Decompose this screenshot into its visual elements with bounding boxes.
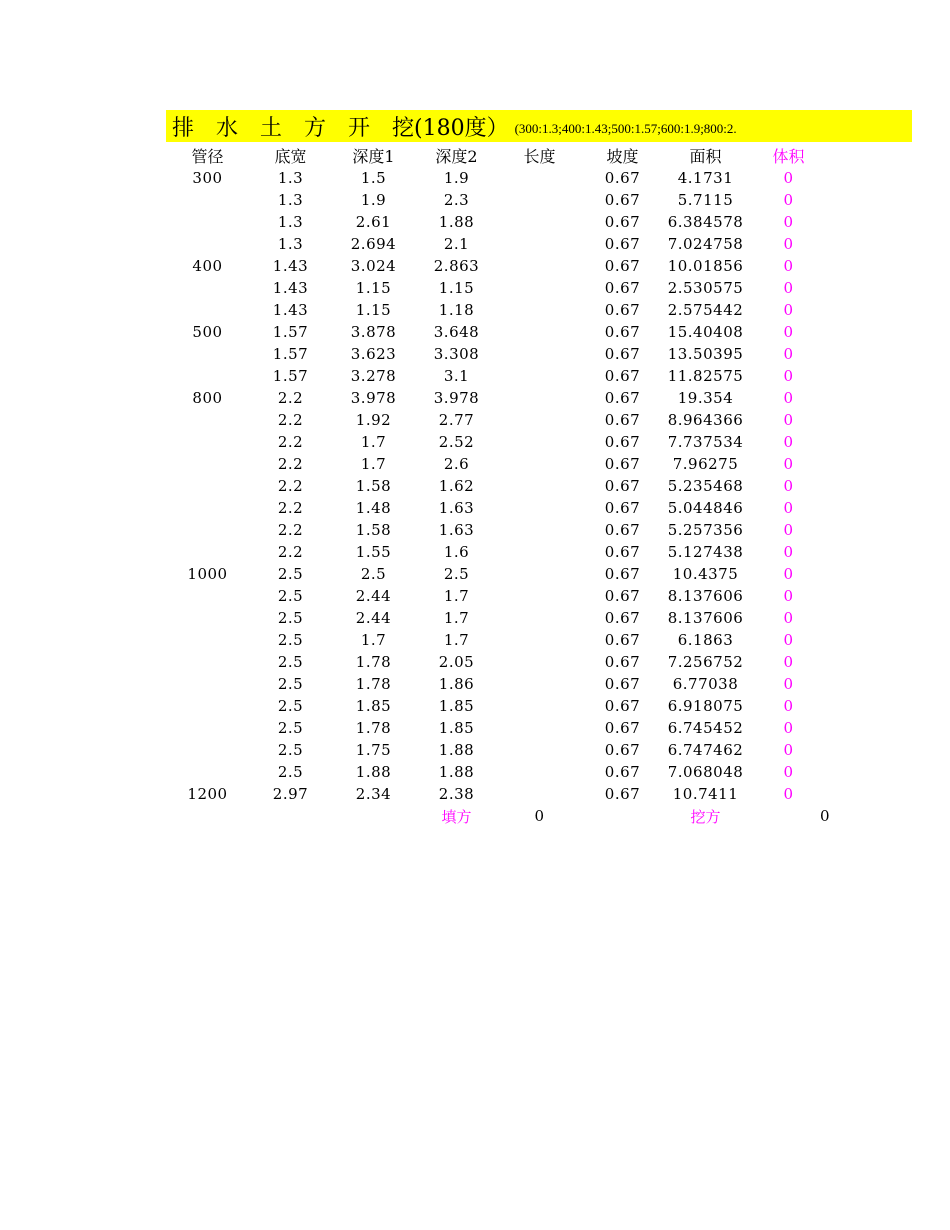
fill-label[interactable]: 填方 [441, 807, 472, 826]
totals-empty-cell[interactable] [249, 805, 332, 827]
depth-1-cell[interactable]: 3.978 [350, 389, 397, 407]
length-cell[interactable] [498, 629, 581, 651]
length-cell[interactable] [498, 475, 581, 497]
header-slope[interactable]: 坡度 [606, 146, 639, 166]
depth-2-cell[interactable]: 2.77 [438, 411, 475, 429]
totals-empty-cell[interactable] [581, 805, 664, 827]
depth-1-cell[interactable]: 1.78 [355, 653, 392, 671]
slope-cell[interactable]: 0.67 [604, 411, 641, 429]
volume-cell[interactable]: 0 [783, 543, 794, 561]
slope-cell[interactable]: 0.67 [604, 587, 641, 605]
depth-1-cell[interactable]: 1.78 [355, 719, 392, 737]
length-cell[interactable] [498, 321, 581, 343]
volume-cell[interactable]: 0 [783, 279, 794, 297]
table-row [166, 189, 830, 211]
depth-2-cell[interactable]: 2.3 [443, 191, 470, 209]
depth-2-cell[interactable]: 3.978 [433, 389, 480, 407]
depth-2-cell[interactable]: 1.86 [438, 675, 475, 693]
area-cell[interactable]: 8.964366 [667, 411, 744, 429]
depth-2-cell[interactable]: 2.6 [443, 455, 470, 473]
depth-1-cell[interactable]: 1.58 [355, 521, 392, 539]
length-cell[interactable] [498, 277, 581, 299]
slope-cell[interactable]: 0.67 [604, 741, 641, 759]
volume-cell[interactable]: 0 [783, 631, 794, 649]
depth-2-cell[interactable]: 2.38 [438, 785, 475, 803]
volume-cell[interactable]: 0 [783, 741, 794, 759]
table-row [166, 431, 830, 453]
table-row [166, 717, 830, 739]
table-row [166, 585, 830, 607]
volume-cell[interactable]: 0 [783, 235, 794, 253]
bottom-width-cell[interactable]: 2.5 [277, 741, 304, 759]
pipe-diameter-cell[interactable] [166, 629, 249, 651]
dig-value[interactable]: 0 [819, 807, 830, 825]
depth-2-cell[interactable]: 2.52 [438, 433, 475, 451]
table-row [166, 277, 830, 299]
depth-2-cell[interactable]: 1.7 [443, 587, 470, 605]
depth-2-cell[interactable]: 1.15 [438, 279, 475, 297]
length-cell[interactable] [498, 431, 581, 453]
area-cell[interactable]: 8.137606 [667, 609, 744, 627]
slope-cell[interactable]: 0.67 [604, 675, 641, 693]
slope-cell[interactable]: 0.67 [604, 785, 641, 803]
bottom-width-cell[interactable]: 2.2 [277, 455, 304, 473]
depth-2-cell[interactable]: 1.85 [438, 719, 475, 737]
depth-2-cell[interactable]: 3.308 [433, 345, 480, 363]
area-cell[interactable]: 19.354 [677, 389, 734, 407]
slope-cell[interactable]: 0.67 [604, 565, 641, 583]
pipe-diameter-cell[interactable] [166, 541, 249, 563]
area-cell[interactable]: 10.01856 [667, 257, 744, 275]
depth-2-cell[interactable]: 3.1 [443, 367, 470, 385]
table-row [166, 541, 830, 563]
table-row [166, 167, 830, 189]
depth-1-cell[interactable]: 1.92 [355, 411, 392, 429]
bottom-width-cell[interactable]: 1.3 [277, 169, 304, 187]
bottom-width-cell[interactable]: 1.43 [272, 279, 309, 297]
depth-1-cell[interactable]: 2.61 [355, 213, 392, 231]
pipe-diameter-cell[interactable] [166, 365, 249, 387]
dig-label[interactable]: 挖方 [690, 807, 721, 826]
totals-empty-cell[interactable] [332, 805, 415, 827]
volume-cell[interactable]: 0 [783, 719, 794, 737]
area-cell[interactable]: 7.96275 [672, 455, 739, 473]
slope-cell[interactable]: 0.67 [604, 433, 641, 451]
area-cell[interactable]: 8.137606 [667, 587, 744, 605]
table-row [166, 387, 830, 409]
pipe-diameter-cell[interactable] [166, 453, 249, 475]
table-row [166, 695, 830, 717]
length-cell[interactable] [498, 651, 581, 673]
bottom-width-cell[interactable]: 2.5 [277, 697, 304, 715]
depth-2-cell[interactable]: 1.62 [438, 477, 475, 495]
area-cell[interactable]: 5.257356 [667, 521, 744, 539]
header-depth-2[interactable]: 深度2 [435, 146, 478, 166]
depth-1-cell[interactable]: 1.7 [360, 631, 387, 649]
length-cell[interactable] [498, 563, 581, 585]
area-cell[interactable]: 5.127438 [667, 543, 744, 561]
volume-cell[interactable]: 0 [783, 521, 794, 539]
header-bottom-width[interactable]: 底宽 [274, 146, 307, 166]
bottom-width-cell[interactable]: 1.43 [272, 301, 309, 319]
table-row [166, 453, 830, 475]
pipe-diameter-cell[interactable] [166, 475, 249, 497]
volume-cell[interactable]: 0 [783, 697, 794, 715]
slope-cell[interactable]: 0.67 [604, 653, 641, 671]
length-cell[interactable] [498, 739, 581, 761]
volume-cell[interactable]: 0 [783, 169, 794, 187]
length-cell[interactable] [498, 519, 581, 541]
table-row [166, 343, 830, 365]
depth-1-cell[interactable]: 1.58 [355, 477, 392, 495]
bottom-width-cell[interactable]: 2.5 [277, 609, 304, 627]
depth-1-cell[interactable]: 1.55 [355, 543, 392, 561]
depth-1-cell[interactable]: 1.88 [355, 763, 392, 781]
volume-cell[interactable]: 0 [783, 257, 794, 275]
depth-1-cell[interactable]: 3.623 [350, 345, 397, 363]
depth-1-cell[interactable]: 1.7 [360, 433, 387, 451]
slope-cell[interactable]: 0.67 [604, 455, 641, 473]
header-volume[interactable]: 体积 [772, 146, 805, 166]
slope-cell[interactable]: 0.67 [604, 367, 641, 385]
depth-2-cell[interactable]: 1.6 [443, 543, 470, 561]
pipe-diameter-cell[interactable] [166, 277, 249, 299]
table-row [166, 563, 830, 585]
depth-2-cell[interactable]: 1.7 [443, 609, 470, 627]
depth-1-cell[interactable]: 2.34 [355, 785, 392, 803]
pipe-diameter-cell[interactable] [166, 717, 249, 739]
bottom-width-cell[interactable]: 2.2 [277, 411, 304, 429]
bottom-width-cell[interactable]: 2.97 [272, 785, 309, 803]
table-row [166, 629, 830, 651]
length-cell[interactable] [498, 453, 581, 475]
totals-row [166, 805, 830, 827]
earthwork-table [166, 143, 830, 827]
depth-1-cell[interactable]: 1.5 [360, 169, 387, 187]
area-cell[interactable]: 5.044846 [667, 499, 744, 517]
depth-1-cell[interactable]: 2.44 [355, 609, 392, 627]
depth-2-cell[interactable]: 1.9 [443, 169, 470, 187]
bottom-width-cell[interactable]: 2.2 [277, 433, 304, 451]
table-row [166, 255, 830, 277]
area-cell[interactable]: 11.82575 [667, 367, 744, 385]
area-cell[interactable]: 6.77038 [672, 675, 739, 693]
table-row [166, 299, 830, 321]
pipe-diameter-cell[interactable]: 300 [192, 169, 223, 187]
bottom-width-cell[interactable]: 2.5 [277, 587, 304, 605]
slope-cell[interactable]: 0.67 [604, 191, 641, 209]
length-cell[interactable] [498, 541, 581, 563]
depth-1-cell[interactable]: 3.024 [350, 257, 397, 275]
depth-2-cell[interactable]: 3.648 [433, 323, 480, 341]
slope-cell[interactable]: 0.67 [604, 301, 641, 319]
pipe-diameter-cell[interactable] [166, 651, 249, 673]
header-pipe-diameter[interactable]: 管径 [191, 146, 224, 166]
bottom-width-cell[interactable]: 1.57 [272, 345, 309, 363]
length-cell[interactable] [498, 299, 581, 321]
bottom-width-cell[interactable]: 1.3 [277, 213, 304, 231]
length-cell[interactable] [498, 673, 581, 695]
volume-cell[interactable]: 0 [783, 565, 794, 583]
length-cell[interactable] [498, 607, 581, 629]
volume-cell[interactable]: 0 [783, 499, 794, 517]
totals-empty-cell[interactable] [166, 805, 249, 827]
bottom-width-cell[interactable]: 2.5 [277, 565, 304, 583]
bottom-width-cell[interactable]: 1.57 [272, 367, 309, 385]
pipe-diameter-cell[interactable] [166, 673, 249, 695]
table-row [166, 409, 830, 431]
length-cell[interactable] [498, 189, 581, 211]
slope-cell[interactable]: 0.67 [604, 323, 641, 341]
depth-2-cell[interactable]: 1.63 [438, 521, 475, 539]
slope-cell[interactable]: 0.67 [604, 169, 641, 187]
slope-cell[interactable]: 0.67 [604, 521, 641, 539]
bottom-width-cell[interactable]: 2.5 [277, 763, 304, 781]
depth-1-cell[interactable]: 1.15 [355, 301, 392, 319]
length-cell[interactable] [498, 255, 581, 277]
slope-cell[interactable]: 0.67 [604, 279, 641, 297]
depth-2-cell[interactable]: 2.05 [438, 653, 475, 671]
area-cell[interactable]: 6.745452 [667, 719, 744, 737]
depth-1-cell[interactable]: 2.5 [360, 565, 387, 583]
bottom-width-cell[interactable]: 2.5 [277, 631, 304, 649]
depth-2-cell[interactable]: 2.863 [433, 257, 480, 275]
depth-1-cell[interactable]: 3.278 [350, 367, 397, 385]
slope-cell[interactable]: 0.67 [604, 719, 641, 737]
slope-cell[interactable]: 0.67 [604, 499, 641, 517]
table-row [166, 783, 830, 805]
bottom-width-cell[interactable]: 1.3 [277, 191, 304, 209]
pipe-diameter-cell[interactable]: 800 [192, 389, 223, 407]
area-cell[interactable]: 7.068048 [667, 763, 744, 781]
length-cell[interactable] [498, 761, 581, 783]
fill-value[interactable]: 0 [534, 807, 545, 825]
bottom-width-cell[interactable]: 2.5 [277, 653, 304, 671]
pipe-diameter-cell[interactable] [166, 343, 249, 365]
table-row [166, 497, 830, 519]
slope-cell[interactable]: 0.67 [604, 345, 641, 363]
title-bar [166, 110, 912, 142]
bottom-width-cell[interactable]: 2.2 [277, 389, 304, 407]
length-cell[interactable] [498, 695, 581, 717]
volume-cell[interactable]: 0 [783, 389, 794, 407]
bottom-width-cell[interactable]: 1.57 [272, 323, 309, 341]
slope-cell[interactable]: 0.67 [604, 631, 641, 649]
area-cell[interactable]: 7.256752 [667, 653, 744, 671]
length-cell[interactable] [498, 783, 581, 805]
area-cell[interactable]: 6.384578 [667, 213, 744, 231]
length-cell[interactable] [498, 167, 581, 189]
volume-cell[interactable]: 0 [783, 609, 794, 627]
depth-2-cell[interactable]: 1.63 [438, 499, 475, 517]
pipe-diameter-cell[interactable] [166, 233, 249, 255]
pipe-diameter-cell[interactable] [166, 761, 249, 783]
volume-cell[interactable]: 0 [783, 345, 794, 363]
table-row [166, 475, 830, 497]
bottom-width-cell[interactable]: 2.5 [277, 675, 304, 693]
area-cell[interactable]: 10.4375 [672, 565, 739, 583]
pipe-diameter-cell[interactable] [166, 299, 249, 321]
slope-cell[interactable]: 0.67 [604, 213, 641, 231]
area-cell[interactable]: 7.737534 [667, 433, 744, 451]
table-row [166, 761, 830, 783]
slope-cell[interactable]: 0.67 [604, 543, 641, 561]
slope-cell[interactable]: 0.67 [604, 235, 641, 253]
depth-1-cell[interactable]: 1.75 [355, 741, 392, 759]
area-cell[interactable]: 5.7115 [677, 191, 734, 209]
pipe-diameter-cell[interactable] [166, 739, 249, 761]
volume-cell[interactable]: 0 [783, 763, 794, 781]
depth-1-cell[interactable]: 1.48 [355, 499, 392, 517]
area-cell[interactable]: 6.747462 [667, 741, 744, 759]
length-cell[interactable] [498, 497, 581, 519]
volume-cell[interactable]: 0 [783, 367, 794, 385]
bottom-width-cell[interactable]: 2.2 [277, 521, 304, 539]
sheet-title: 排 水 土 方 开 挖(180度） [172, 115, 509, 141]
table-row [166, 519, 830, 541]
table-row [166, 365, 830, 387]
slope-cell[interactable]: 0.67 [604, 257, 641, 275]
slope-cell[interactable]: 0.67 [604, 697, 641, 715]
pipe-diameter-cell[interactable] [166, 431, 249, 453]
pipe-diameter-cell[interactable]: 400 [192, 257, 223, 275]
depth-2-cell[interactable]: 2.5 [443, 565, 470, 583]
volume-cell[interactable]: 0 [783, 785, 794, 803]
header-area[interactable]: 面积 [689, 146, 722, 166]
volume-cell[interactable]: 0 [783, 455, 794, 473]
length-cell[interactable] [498, 233, 581, 255]
depth-2-cell[interactable]: 1.18 [438, 301, 475, 319]
header-length[interactable]: 长度 [523, 146, 556, 166]
pipe-diameter-cell[interactable] [166, 607, 249, 629]
depth-1-cell[interactable]: 1.15 [355, 279, 392, 297]
depth-2-cell[interactable]: 1.7 [443, 631, 470, 649]
table-row [166, 321, 830, 343]
area-cell[interactable]: 6.918075 [667, 697, 744, 715]
length-cell[interactable] [498, 387, 581, 409]
area-cell[interactable]: 2.530575 [667, 279, 744, 297]
length-cell[interactable] [498, 211, 581, 233]
table-row [166, 211, 830, 233]
pipe-diameter-cell[interactable] [166, 211, 249, 233]
bottom-width-cell[interactable]: 2.2 [277, 543, 304, 561]
pipe-diameter-cell[interactable]: 1000 [187, 565, 228, 583]
depth-2-cell[interactable]: 1.88 [438, 741, 475, 759]
header-depth-1[interactable]: 深度1 [352, 146, 395, 166]
table-row [166, 607, 830, 629]
table-body [166, 167, 830, 805]
volume-cell[interactable]: 0 [783, 191, 794, 209]
area-cell[interactable]: 13.50395 [667, 345, 744, 363]
bottom-width-cell[interactable]: 1.3 [277, 235, 304, 253]
depth-1-cell[interactable]: 1.7 [360, 455, 387, 473]
table-row [166, 651, 830, 673]
area-cell[interactable]: 2.575442 [667, 301, 744, 319]
pipe-diameter-cell[interactable] [166, 585, 249, 607]
length-cell[interactable] [498, 717, 581, 739]
depth-1-cell[interactable]: 1.85 [355, 697, 392, 715]
area-cell[interactable]: 7.024758 [667, 235, 744, 253]
slope-cell[interactable]: 0.67 [604, 389, 641, 407]
area-cell[interactable]: 10.7411 [672, 785, 739, 803]
area-cell[interactable]: 5.235468 [667, 477, 744, 495]
area-cell[interactable]: 6.1863 [677, 631, 734, 649]
volume-cell[interactable]: 0 [783, 675, 794, 693]
header-row [166, 143, 830, 167]
pipe-diameter-cell[interactable] [166, 695, 249, 717]
volume-cell[interactable]: 0 [783, 301, 794, 319]
pipe-diameter-cell[interactable]: 500 [192, 323, 223, 341]
pipe-diameter-cell[interactable] [166, 497, 249, 519]
bottom-width-cell[interactable]: 2.2 [277, 477, 304, 495]
volume-cell[interactable]: 0 [783, 411, 794, 429]
area-cell[interactable]: 4.1731 [677, 169, 734, 187]
volume-cell[interactable]: 0 [783, 587, 794, 605]
depth-1-cell[interactable]: 2.44 [355, 587, 392, 605]
pipe-diameter-cell[interactable] [166, 519, 249, 541]
table-row [166, 673, 830, 695]
volume-cell[interactable]: 0 [783, 433, 794, 451]
table-row [166, 233, 830, 255]
volume-cell[interactable]: 0 [783, 477, 794, 495]
depth-2-cell[interactable]: 1.88 [438, 763, 475, 781]
length-cell[interactable] [498, 343, 581, 365]
depth-2-cell[interactable]: 1.88 [438, 213, 475, 231]
slope-cell[interactable]: 0.67 [604, 477, 641, 495]
depth-1-cell[interactable]: 1.78 [355, 675, 392, 693]
volume-cell[interactable]: 0 [783, 653, 794, 671]
bottom-width-cell[interactable]: 2.5 [277, 719, 304, 737]
length-cell[interactable] [498, 585, 581, 607]
slope-cell[interactable]: 0.67 [604, 609, 641, 627]
slope-cell[interactable]: 0.67 [604, 763, 641, 781]
depth-2-cell[interactable]: 1.85 [438, 697, 475, 715]
depth-1-cell[interactable]: 2.694 [350, 235, 397, 253]
area-cell[interactable]: 15.40408 [667, 323, 744, 341]
volume-cell[interactable]: 0 [783, 213, 794, 231]
pipe-diameter-cell[interactable]: 1200 [187, 785, 228, 803]
bottom-width-cell[interactable]: 1.43 [272, 257, 309, 275]
depth-2-cell[interactable]: 2.1 [443, 235, 470, 253]
pipe-diameter-cell[interactable] [166, 409, 249, 431]
volume-cell[interactable]: 0 [783, 323, 794, 341]
depth-1-cell[interactable]: 3.878 [350, 323, 397, 341]
bottom-width-cell[interactable]: 2.2 [277, 499, 304, 517]
sheet-title-note: (300:1.3;400:1.43;500:1.57;600:1.9;800:2. [514, 121, 737, 136]
table-row [166, 739, 830, 761]
depth-1-cell[interactable]: 1.9 [360, 191, 387, 209]
length-cell[interactable] [498, 409, 581, 431]
length-cell[interactable] [498, 365, 581, 387]
pipe-diameter-cell[interactable] [166, 189, 249, 211]
